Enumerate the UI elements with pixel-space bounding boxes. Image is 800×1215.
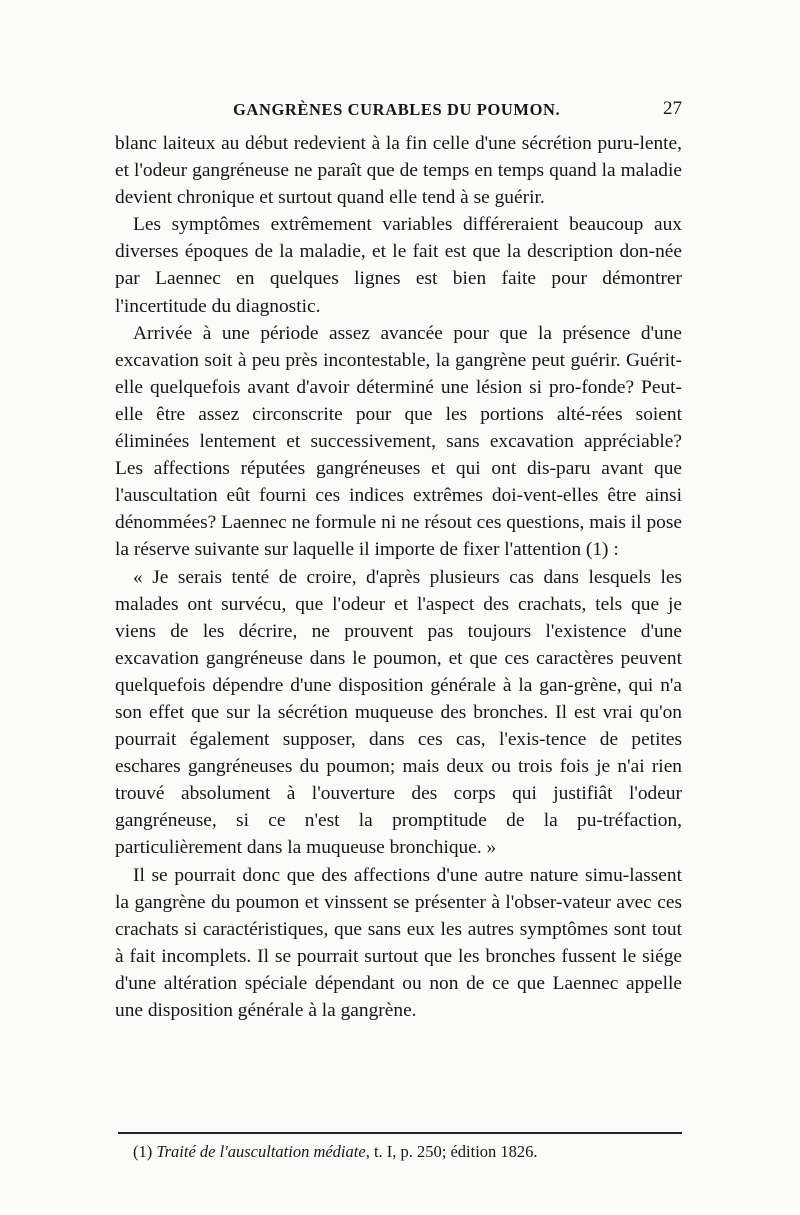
- footnote-marker: (1): [133, 1142, 153, 1161]
- page-number: 27: [663, 98, 682, 119]
- quotation-paragraph: « Je serais tenté de croire, d'après plusieurs cas dans lesquels les malades ont survécu, que l'odeur et l'aspect des crachats, tels que je viens de les décrire, ne prouvent pas toujours l'existence d'une excavation gangréneuse dans le poumon, et que ces caractères peuvent quelquefois dépendre d'une disposition générale à la gan-grène, qui n'a son effet que sur la sécrétion muqueuse des bronches. Il est vrai qu'on pourrait également supposer, dans ces cas, l'exis-tence de petites eschares gangréneuses du poumon; mais deux ou trois fois je n'ai rien trouvé absolument à l'ouverture des corps qui justifiât l'odeur gangréneuse, si ce n'est la promptitude de la pu-tréfaction, particulièrement dans la muqueuse bronchique. »: [115, 566, 682, 859]
- running-head: GANGRÈNES CURABLES DU POUMON.: [233, 100, 561, 119]
- page-header: [115, 98, 682, 126]
- body-text: [115, 130, 682, 1024]
- paragraph: Arrivée à une période assez avancée pour que la présence d'une excavation soit à peu près incontestable, la gangrène peut guérir. Guérit-elle quelquefois avant d'avoir déterminé une lésion si pro-fonde? Peut-elle être assez circonscrite pour que les portions alté-rées soient éliminées lentement et successivement, sans excavation appréciable? Les affections réputées gangréneuses et qui ont dis-paru avant que l'auscultation eût fourni ces indices extrêmes doi-vent-elles être ainsi dénommées? Laennec ne formule ni ne résout ces questions, mais il pose la réserve suivante sur laquelle il importe de fixer l'attention (1) :: [115, 322, 682, 561]
- paragraph: blanc laiteux au début redevient à la fin celle d'une sécrétion puru-lente, et l'odeur gangréneuse ne paraît que de temps en temps quand la maladie devient chronique et surtout quand elle tend à se guérir.: [115, 133, 682, 209]
- paragraph: Il se pourrait donc que des affections d'une autre nature simu-lassent la gangrène du poumon et vinssent se présenter à l'obser-vateur avec ces crachats si caractéristiques, que sans eux les autres symptômes sont tout à fait incomplets. Il se pourrait surtout que les bronches fussent le siége d'une altération spéciale dépendant ou non de ce que Laennec appelle une disposition générale à la gangrène.: [115, 864, 682, 1021]
- footnote-divider: [118, 1132, 682, 1134]
- footnote-title: Traité de l'auscultation médiate: [156, 1142, 366, 1161]
- paragraph: Les symptômes extrêmement variables différeraient beaucoup aux diverses époques de la maladie, et le fait est que la description don-née par Laennec en quelques lignes est bien faite pour démontrer l'incertitude du diagnostic.: [115, 214, 682, 317]
- footnote: [133, 1142, 693, 1162]
- footnote-details: , t. I, p. 250; édition 1826.: [365, 1142, 538, 1161]
